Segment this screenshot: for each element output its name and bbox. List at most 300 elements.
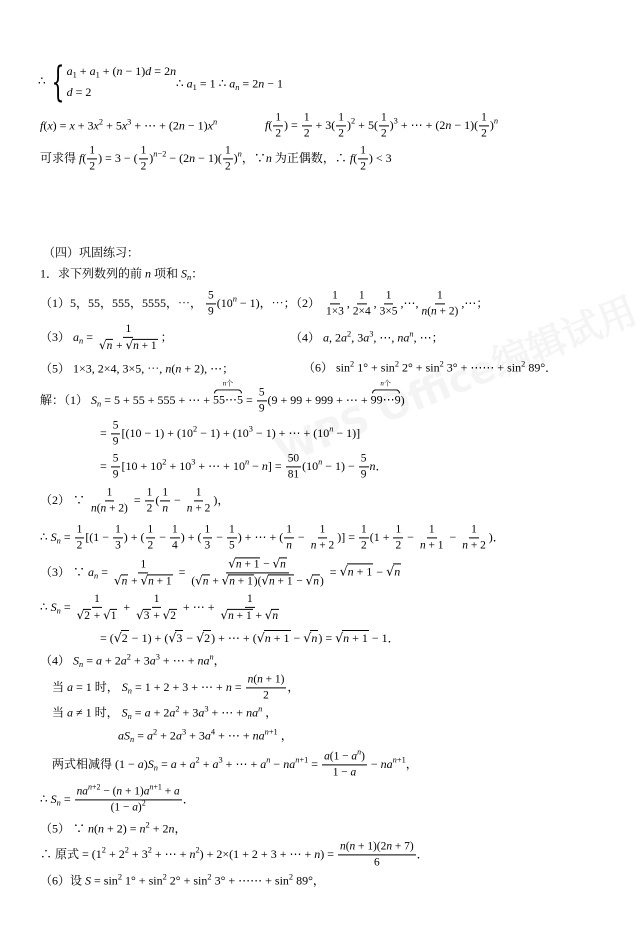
math-text: + 10 xyxy=(166,458,192,473)
math-text: 99⋯9 xyxy=(370,392,401,407)
math-text: )( xyxy=(253,575,262,588)
math-variable: a xyxy=(351,750,358,763)
fraction xyxy=(139,144,149,173)
math-text: n + 1 xyxy=(229,575,253,588)
math-text: 1 − a xyxy=(332,766,357,779)
math-text: （四）巩固练习： xyxy=(43,245,140,260)
math-text: − na xyxy=(270,756,296,771)
math-text: + xyxy=(113,340,126,352)
math-text: 1 xyxy=(385,289,392,302)
fraction-numerator xyxy=(223,144,233,159)
solution-1-line-2 xyxy=(100,419,360,448)
math-text: = xyxy=(308,756,322,771)
math-variable: f xyxy=(40,118,44,133)
radical-sign: √ xyxy=(220,608,229,622)
math-text: ) = xyxy=(284,117,301,132)
fraction xyxy=(351,289,373,318)
math-variable: S xyxy=(50,599,57,614)
math-variable: n xyxy=(225,679,232,694)
math-text: 2 xyxy=(347,329,352,339)
math-text: n(n + 1) xyxy=(247,673,285,686)
math-text: + a xyxy=(76,64,96,78)
math-text: 可求得 f( xyxy=(40,150,87,165)
math-text: （4） S xyxy=(40,653,80,668)
fraction xyxy=(378,289,400,318)
math-text xyxy=(286,540,292,552)
math-text: − xyxy=(183,631,197,645)
math-text: + 2 xyxy=(105,846,125,861)
fraction-denominator xyxy=(273,127,283,141)
math-text: 1 xyxy=(338,111,344,124)
fraction-numerator xyxy=(146,523,156,538)
square-root xyxy=(335,630,369,646)
math-text: （3） ∵ a xyxy=(40,564,95,579)
fraction-numerator xyxy=(359,523,369,538)
math-variable: n xyxy=(88,782,92,792)
math-text xyxy=(122,575,128,587)
math-variable: n xyxy=(329,424,334,434)
math-text: − xyxy=(290,631,304,645)
math-text: ) xyxy=(361,750,365,763)
math-text: + xyxy=(128,575,141,587)
math-text: 3° + ⋯⋯ + sin xyxy=(211,873,289,888)
math-text: + ⋯ + na xyxy=(208,705,259,720)
math-variable: n xyxy=(369,458,376,473)
overbrace xyxy=(213,379,244,408)
math-text: 1 xyxy=(332,289,338,302)
math-text: 2 xyxy=(204,631,211,645)
fraction-numerator xyxy=(284,523,294,538)
math-text: 9 xyxy=(112,468,119,481)
math-text: 2 xyxy=(338,127,344,140)
math-variable: a xyxy=(341,330,348,345)
solution-6-line-1 xyxy=(40,874,325,889)
system-row xyxy=(67,61,176,82)
fraction xyxy=(111,419,121,448)
math-text: n + 1 xyxy=(264,631,290,645)
math-variable: a xyxy=(146,728,153,743)
math-text: ,⋯, xyxy=(400,295,419,310)
math-text: + (n − 1)d = 2n xyxy=(99,64,177,78)
square-root xyxy=(77,609,91,623)
square-root xyxy=(306,575,320,589)
math-variable: f xyxy=(349,150,354,165)
fraction-denominator xyxy=(302,127,312,141)
math-text: 1 xyxy=(89,144,96,157)
radical-sign: √ xyxy=(272,556,281,571)
fraction-numerator xyxy=(318,523,328,538)
fraction-denominator xyxy=(203,539,213,553)
math-variable: n xyxy=(445,117,452,132)
fraction-numerator xyxy=(336,111,346,126)
square-root xyxy=(125,339,157,353)
math-text: 1 xyxy=(360,144,366,157)
math-text: ) xyxy=(400,392,405,407)
math-text: n(n + 2) xyxy=(91,502,128,515)
math-text: ， xyxy=(277,728,293,743)
math-text: ) + ⋯ + ( xyxy=(211,631,257,645)
system-row xyxy=(67,82,176,103)
math-variable: f xyxy=(265,117,269,132)
math-text: 5 xyxy=(208,289,214,302)
superscript xyxy=(142,799,146,808)
fraction-denominator xyxy=(479,127,489,141)
math-text: 2 xyxy=(395,539,402,552)
fraction-denominator xyxy=(418,539,446,553)
math-text: 1 xyxy=(380,111,387,124)
math-text: 2 xyxy=(360,160,366,173)
math-text: 2 xyxy=(439,359,444,369)
math-text: − na xyxy=(367,756,393,771)
math-variable: n xyxy=(311,631,318,645)
math-text: 1 xyxy=(195,486,202,499)
fraction xyxy=(322,747,367,779)
math-variable: n xyxy=(116,64,123,78)
math-variable: n xyxy=(258,76,265,91)
math-text: 2 xyxy=(89,160,96,173)
equation-system xyxy=(48,57,177,106)
math-text: ) xyxy=(319,575,324,588)
math-text: ∴ S xyxy=(40,599,57,614)
fraction-denominator xyxy=(227,539,237,553)
square-root xyxy=(257,630,291,646)
fraction-denominator xyxy=(111,468,121,482)
math-text: 1 xyxy=(140,557,147,570)
fraction-denominator xyxy=(351,305,373,319)
exercise-prompt xyxy=(40,267,203,282)
fraction xyxy=(460,523,488,552)
math-variable: x xyxy=(93,118,99,133)
math-variable: a xyxy=(169,705,176,720)
math-text: 4 xyxy=(172,539,178,552)
radical-sign: √ xyxy=(113,630,122,645)
math-variable: n xyxy=(493,116,499,126)
math-text: 2 xyxy=(380,127,387,140)
math-variable: x xyxy=(47,118,53,133)
math-variable: na xyxy=(380,756,393,771)
math-text xyxy=(213,117,217,126)
fraction xyxy=(309,523,337,552)
radical-sign: √ xyxy=(386,563,395,579)
section-heading xyxy=(43,246,139,261)
fraction xyxy=(189,557,325,588)
exercise-item-2 xyxy=(290,289,488,318)
math-text: 2 xyxy=(146,502,153,515)
math-variable: f xyxy=(79,150,83,165)
math-variable: n xyxy=(347,564,354,579)
math-text: a(1 − a xyxy=(324,750,358,763)
math-text: n+1 xyxy=(392,755,406,765)
math-text: ) xyxy=(346,117,351,132)
math-text: 2 xyxy=(84,610,90,622)
math-text: = 1 + 2 + 3 + ⋯ + n = xyxy=(131,679,245,694)
fraction-denominator xyxy=(309,539,337,553)
fraction-denominator xyxy=(261,689,271,703)
math-variable: a xyxy=(189,756,196,771)
math-text: f( xyxy=(265,117,273,132)
square-root xyxy=(340,564,374,580)
math-variable: n xyxy=(310,539,317,552)
radical-sign: √ xyxy=(221,573,230,588)
math-text: 2 xyxy=(175,704,180,714)
radical-sign: √ xyxy=(264,608,273,622)
math-text: 3 xyxy=(191,457,196,467)
math-variable: n xyxy=(149,782,154,792)
math-text: − 1)] xyxy=(333,425,361,440)
radicand xyxy=(83,609,91,622)
math-text: 2 xyxy=(126,652,131,662)
square-root xyxy=(140,574,172,588)
math-text: n + 1 xyxy=(269,575,293,588)
fraction-denominator xyxy=(358,160,368,174)
math-text: )] = xyxy=(337,529,358,544)
math-text: 两式相减得 (1 − a)S xyxy=(52,756,154,771)
fraction-numerator xyxy=(245,593,255,608)
fraction-numerator xyxy=(359,452,369,467)
math-text: 3 xyxy=(181,727,187,737)
math-text: + 3( xyxy=(312,117,336,132)
fraction-numerator xyxy=(227,523,237,538)
math-text: + ⋯ + (2n − 1)x xyxy=(131,118,213,133)
math-text: − xyxy=(446,529,460,544)
math-text: 1 xyxy=(224,144,231,157)
math-variable: n xyxy=(189,846,196,861)
math-variable: n xyxy=(409,329,414,339)
math-variable: n xyxy=(212,117,218,127)
radical-sign: √ xyxy=(195,573,203,588)
math-text: 2 xyxy=(521,359,526,369)
math-variable: a xyxy=(144,705,151,720)
fraction xyxy=(134,593,179,623)
math-variable: n xyxy=(56,798,61,808)
square-root xyxy=(114,630,129,646)
math-variable: n xyxy=(235,558,242,571)
math-variable: a xyxy=(67,705,74,720)
math-variable: n xyxy=(189,150,196,165)
math-variable: n xyxy=(266,755,271,765)
radical-sign: √ xyxy=(168,630,177,645)
math-variable: n xyxy=(235,83,240,93)
math-text: 2 xyxy=(394,359,399,369)
math-variable: n xyxy=(265,150,272,165)
square-root xyxy=(168,630,183,646)
square-root xyxy=(114,574,128,588)
math-text: 1 xyxy=(115,523,121,536)
fraction xyxy=(145,486,155,515)
math-text: n+2 xyxy=(88,782,101,792)
math-text: 2 xyxy=(145,820,150,830)
math-text: 1 xyxy=(153,592,160,605)
fraction-numerator xyxy=(170,523,180,538)
fraction-numerator xyxy=(358,144,368,159)
math-text: = xyxy=(100,425,110,440)
math-text: 2 xyxy=(195,755,200,765)
math-variable: a xyxy=(363,330,370,345)
math-text: ； xyxy=(160,329,173,344)
math-text: (1 − a) xyxy=(110,801,142,814)
math-variable: n xyxy=(340,840,346,853)
math-text: 2 xyxy=(152,727,158,737)
overbrace-mark xyxy=(372,390,400,394)
math-variable: n xyxy=(228,610,234,622)
math-text: ∴ S xyxy=(40,791,57,806)
system-rows xyxy=(67,61,176,103)
math-text: n个 xyxy=(222,379,234,388)
math-variable: a xyxy=(95,653,102,668)
math-text: 1 xyxy=(72,70,77,80)
math-text xyxy=(107,340,113,352)
math-text: n+1 xyxy=(149,782,162,792)
math-text: n + 1 xyxy=(148,575,172,587)
math-text: = a xyxy=(134,728,153,743)
math-text: （5） ∵ n(n + 2) = n xyxy=(40,821,146,836)
math-text: 2×4 xyxy=(352,305,371,318)
math-text: − xyxy=(294,529,308,544)
math-text: n(n + 1)(2n + 7) xyxy=(340,840,414,853)
fraction xyxy=(284,523,294,552)
math-variable: n xyxy=(202,575,209,588)
fraction-numerator xyxy=(203,523,213,538)
math-text: 5 xyxy=(112,419,119,432)
math-text: n + 2 xyxy=(186,502,211,515)
math-text: = 1 ∴ a xyxy=(196,76,236,91)
math-text: [(10 − 1) + (10 xyxy=(121,425,194,440)
math-text: ， xyxy=(262,705,278,720)
math-text: = xyxy=(100,458,110,473)
math-text: 2 xyxy=(195,845,200,855)
radicand xyxy=(121,630,129,645)
math-variable: a xyxy=(149,653,156,668)
math-text xyxy=(118,729,130,743)
fraction xyxy=(219,593,282,623)
math-variable: n xyxy=(314,846,321,861)
math-text xyxy=(203,576,209,588)
fraction xyxy=(112,558,175,588)
radicand xyxy=(228,575,254,588)
solution-4-case-a-equals-1 xyxy=(52,673,299,702)
math-variable: n xyxy=(175,361,182,376)
math-text: + ⋯ + na xyxy=(159,653,210,668)
square-root xyxy=(136,609,150,623)
math-variable: n xyxy=(56,606,61,616)
math-text: )， xyxy=(213,492,230,507)
math-text: + 2n， xyxy=(149,821,187,836)
math-text: n + 1 xyxy=(419,539,444,552)
radicand xyxy=(393,564,401,579)
math-text: + xyxy=(150,610,163,622)
math-text: + xyxy=(209,575,222,588)
math-text: + 3a xyxy=(130,653,156,668)
math-variable: n xyxy=(162,502,169,515)
square-root xyxy=(195,575,209,589)
math-text: ) xyxy=(233,150,238,165)
math-text: ) xyxy=(389,117,394,132)
math-variable: n xyxy=(380,379,384,388)
math-text: − xyxy=(293,575,306,588)
math-text: 2° + sin xyxy=(399,360,440,375)
fraction xyxy=(113,523,123,552)
math-variable: a xyxy=(67,679,74,694)
fraction xyxy=(246,673,287,702)
math-text: ) xyxy=(149,150,154,165)
math-text: 2 xyxy=(207,872,212,882)
fraction-denominator xyxy=(257,402,267,416)
fraction-denominator xyxy=(109,798,148,815)
math-text: 1 xyxy=(275,111,282,124)
math-text: − xyxy=(156,529,170,544)
math-variable: n xyxy=(121,575,128,587)
math-text: 1 xyxy=(246,592,253,605)
solution-2-line-2 xyxy=(40,523,505,552)
math-text: ) + ( xyxy=(123,529,145,544)
fraction-numerator xyxy=(379,111,389,126)
radical-sign: √ xyxy=(256,630,265,645)
math-variable: a xyxy=(137,756,144,771)
math-text: = a + 2a xyxy=(83,653,127,668)
math-text: + xyxy=(90,610,104,622)
math-variable: n xyxy=(394,564,401,579)
math-text: 3° + ⋯⋯ + sin xyxy=(443,360,522,375)
math-text: ， xyxy=(213,653,226,668)
math-variable: n xyxy=(186,502,193,515)
math-text: ) + 2×(1 + 2 + 3 + ⋯ + n) = xyxy=(199,846,337,861)
math-variable: na xyxy=(76,785,88,798)
math-text: 5 xyxy=(228,539,235,552)
math-text: 3 xyxy=(369,329,374,339)
math-text: ∴ xyxy=(38,73,46,88)
math-text: 1 xyxy=(361,523,367,536)
math-text xyxy=(162,503,168,515)
overbrace-mark xyxy=(214,390,242,394)
math-text: 1 xyxy=(481,111,487,124)
math-text: 2 xyxy=(263,689,269,702)
math-variable: a xyxy=(212,756,219,771)
radical-sign: √ xyxy=(303,630,312,645)
math-variable: d xyxy=(145,64,152,78)
math-variable: a xyxy=(143,785,150,798)
math-variable: n xyxy=(421,305,428,318)
math-text: = xyxy=(98,564,111,579)
fraction xyxy=(185,486,213,515)
math-variable: n xyxy=(56,536,61,546)
math-text: 当 a ≠ 1 时， S xyxy=(52,705,128,720)
overbrace-body xyxy=(213,393,243,407)
math-text: ． xyxy=(416,846,429,861)
radical-sign: √ xyxy=(76,608,85,622)
math-text: 1 xyxy=(428,523,435,536)
fraction-numerator xyxy=(139,144,149,159)
superscript xyxy=(153,150,166,159)
math-text: 1．求下列数列的前 n 项和 S xyxy=(40,266,188,281)
square-root xyxy=(261,575,293,589)
fraction-denominator xyxy=(145,502,155,516)
fraction-numerator xyxy=(479,111,489,126)
superscript xyxy=(265,727,278,736)
math-text: 3 xyxy=(115,539,121,552)
math-text: 1×3 xyxy=(326,305,344,318)
math-text: ∴ 原式 = (1 xyxy=(40,846,102,861)
fraction xyxy=(111,452,121,481)
fraction-numerator xyxy=(206,289,216,304)
fraction-denominator xyxy=(324,305,346,319)
fraction-denominator xyxy=(113,539,123,553)
math-variable: na xyxy=(397,330,410,345)
solution-2-line-1 xyxy=(40,486,229,515)
fraction xyxy=(420,289,461,318)
math-text: = ( xyxy=(100,631,114,645)
math-variable: n xyxy=(139,821,146,836)
math-text: 2 xyxy=(147,845,152,855)
